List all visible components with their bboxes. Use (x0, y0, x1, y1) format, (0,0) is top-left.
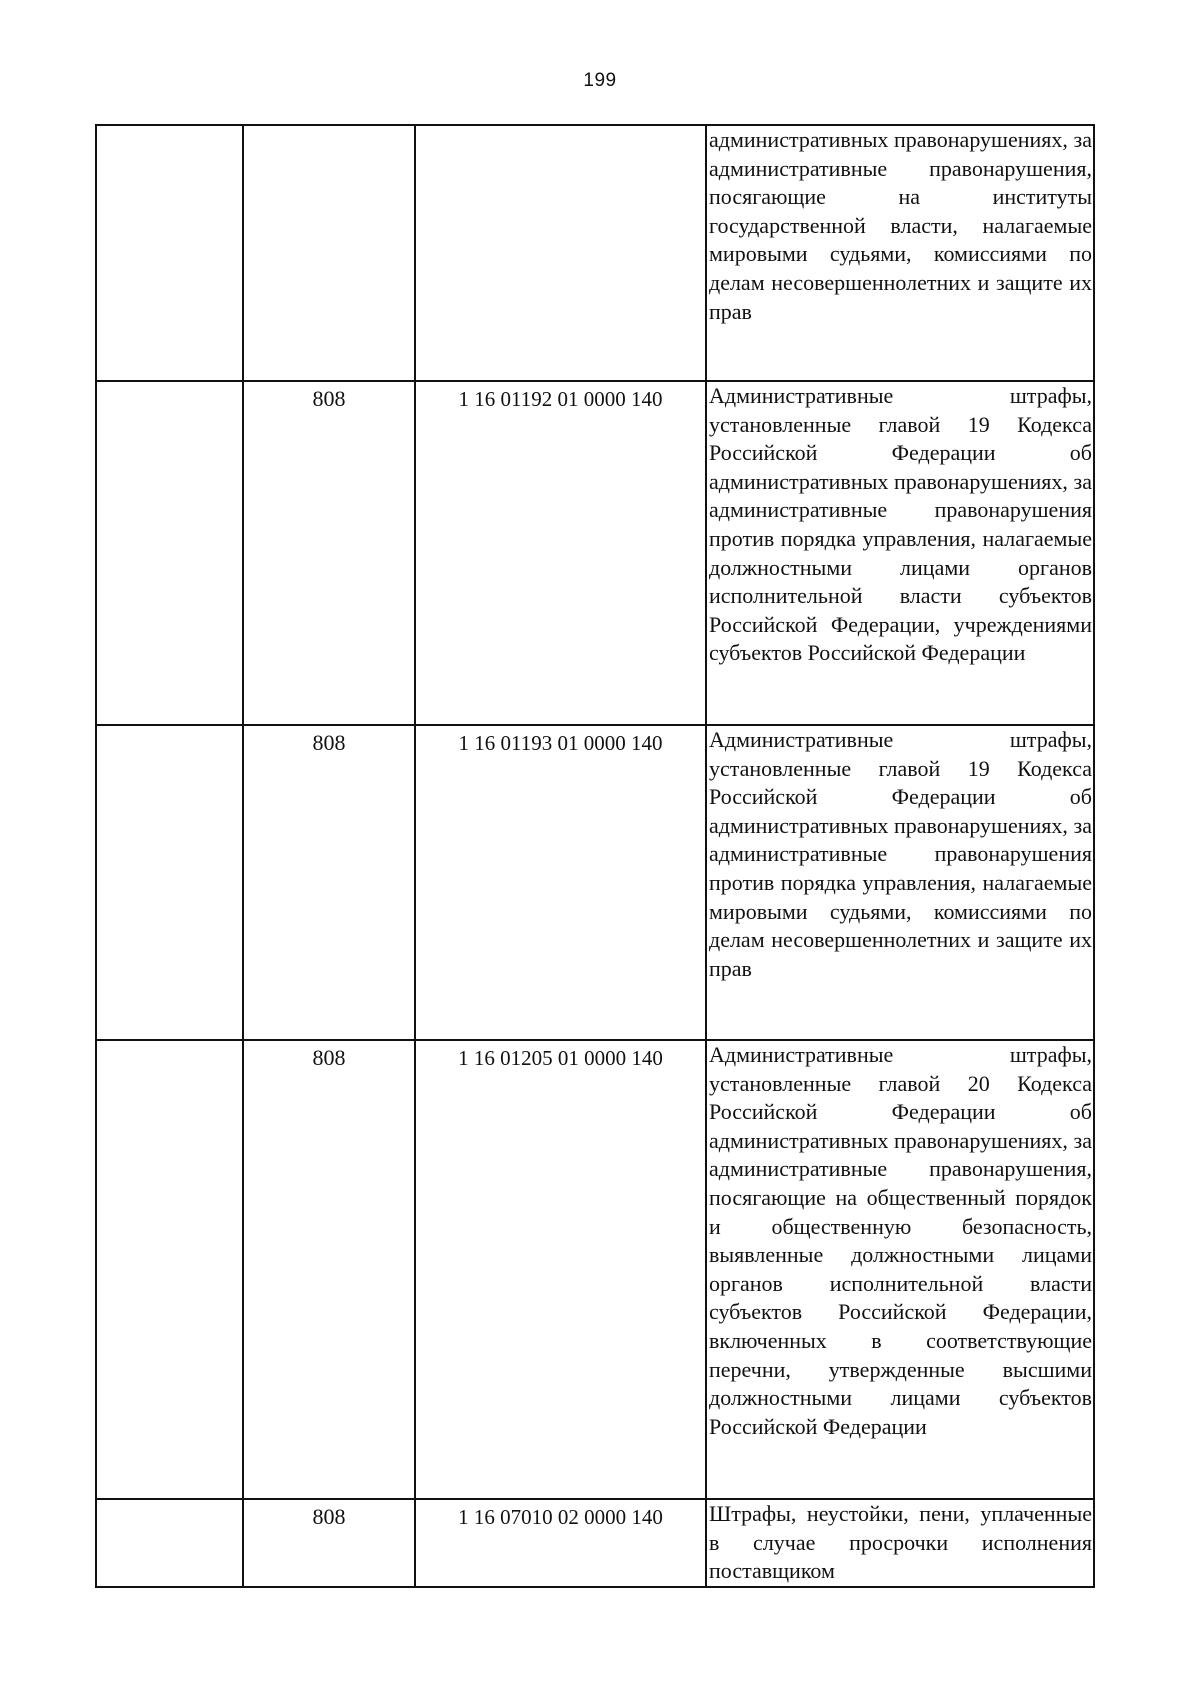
empty-cell (96, 381, 243, 725)
admin-code-cell: 808 (243, 1499, 415, 1587)
admin-code-cell: 808 (243, 725, 415, 1040)
description-text: Штрафы, неустойки, пени, уплаченные в случае просрочки исполнения поставщиком (709, 1501, 1092, 1584)
table-row (96, 1040, 1094, 1499)
kbk-code-cell: 1 16 07010 02 0000 140 (415, 1499, 706, 1587)
description-text: Административные штрафы, установленные главой 19 Кодекса Российской Федерации об административных правонарушениях, за административные правонарушения против порядка управления, налагаемые мировыми судьями, комиссиями по делам несовершеннолетних и защите их прав (709, 727, 1092, 981)
admin-code-cell (243, 125, 415, 381)
page-number: 199 (583, 70, 617, 91)
empty-cell (96, 1499, 243, 1587)
table-row (96, 1499, 1094, 1587)
empty-cell (96, 125, 243, 381)
description-cell (706, 381, 1094, 725)
table-row (96, 381, 1094, 725)
kbk-code-cell: 1 16 01192 01 0000 140 (415, 381, 706, 725)
admin-code-cell: 808 (243, 1040, 415, 1499)
admin-code-cell: 808 (243, 381, 415, 725)
empty-cell (96, 1040, 243, 1499)
kbk-code-cell (415, 125, 706, 381)
description-text: административных правонарушениях, за административные правонарушения, посягающие на институты государственной власти, налагаемые мировыми судьями, комиссиями по делам несовершеннолетних и защите их прав (709, 127, 1092, 324)
empty-cell (96, 725, 243, 1040)
kbk-code-cell: 1 16 01205 01 0000 140 (415, 1040, 706, 1499)
description-cell (706, 1040, 1094, 1499)
description-cell (706, 725, 1094, 1040)
description-text: Административные штрафы, установленные главой 20 Кодекса Российской Федерации об административных правонарушениях, за административные правонарушения, посягающие на общественный порядок и общественную безопасность, выявленные должностными лицами органов исполнительной власти субъектов Российской Федерации, включенных в соответствующие перечни, утвержденные высшими должностными лицами субъектов Российской Федерации (709, 1042, 1092, 1439)
description-cell (706, 1499, 1094, 1587)
kbk-code-cell: 1 16 01193 01 0000 140 (415, 725, 706, 1040)
budget-classification-table (95, 124, 1095, 1588)
table-row (96, 125, 1094, 381)
description-text: Административные штрафы, установленные главой 19 Кодекса Российской Федерации об административных правонарушениях, за административные правонарушения против порядка управления, налагаемые должностными лицами органов исполнительной власти субъектов Российской Федерации, учреждениями субъектов Российской Федерации (709, 383, 1092, 666)
description-cell (706, 125, 1094, 381)
table-row (96, 725, 1094, 1040)
